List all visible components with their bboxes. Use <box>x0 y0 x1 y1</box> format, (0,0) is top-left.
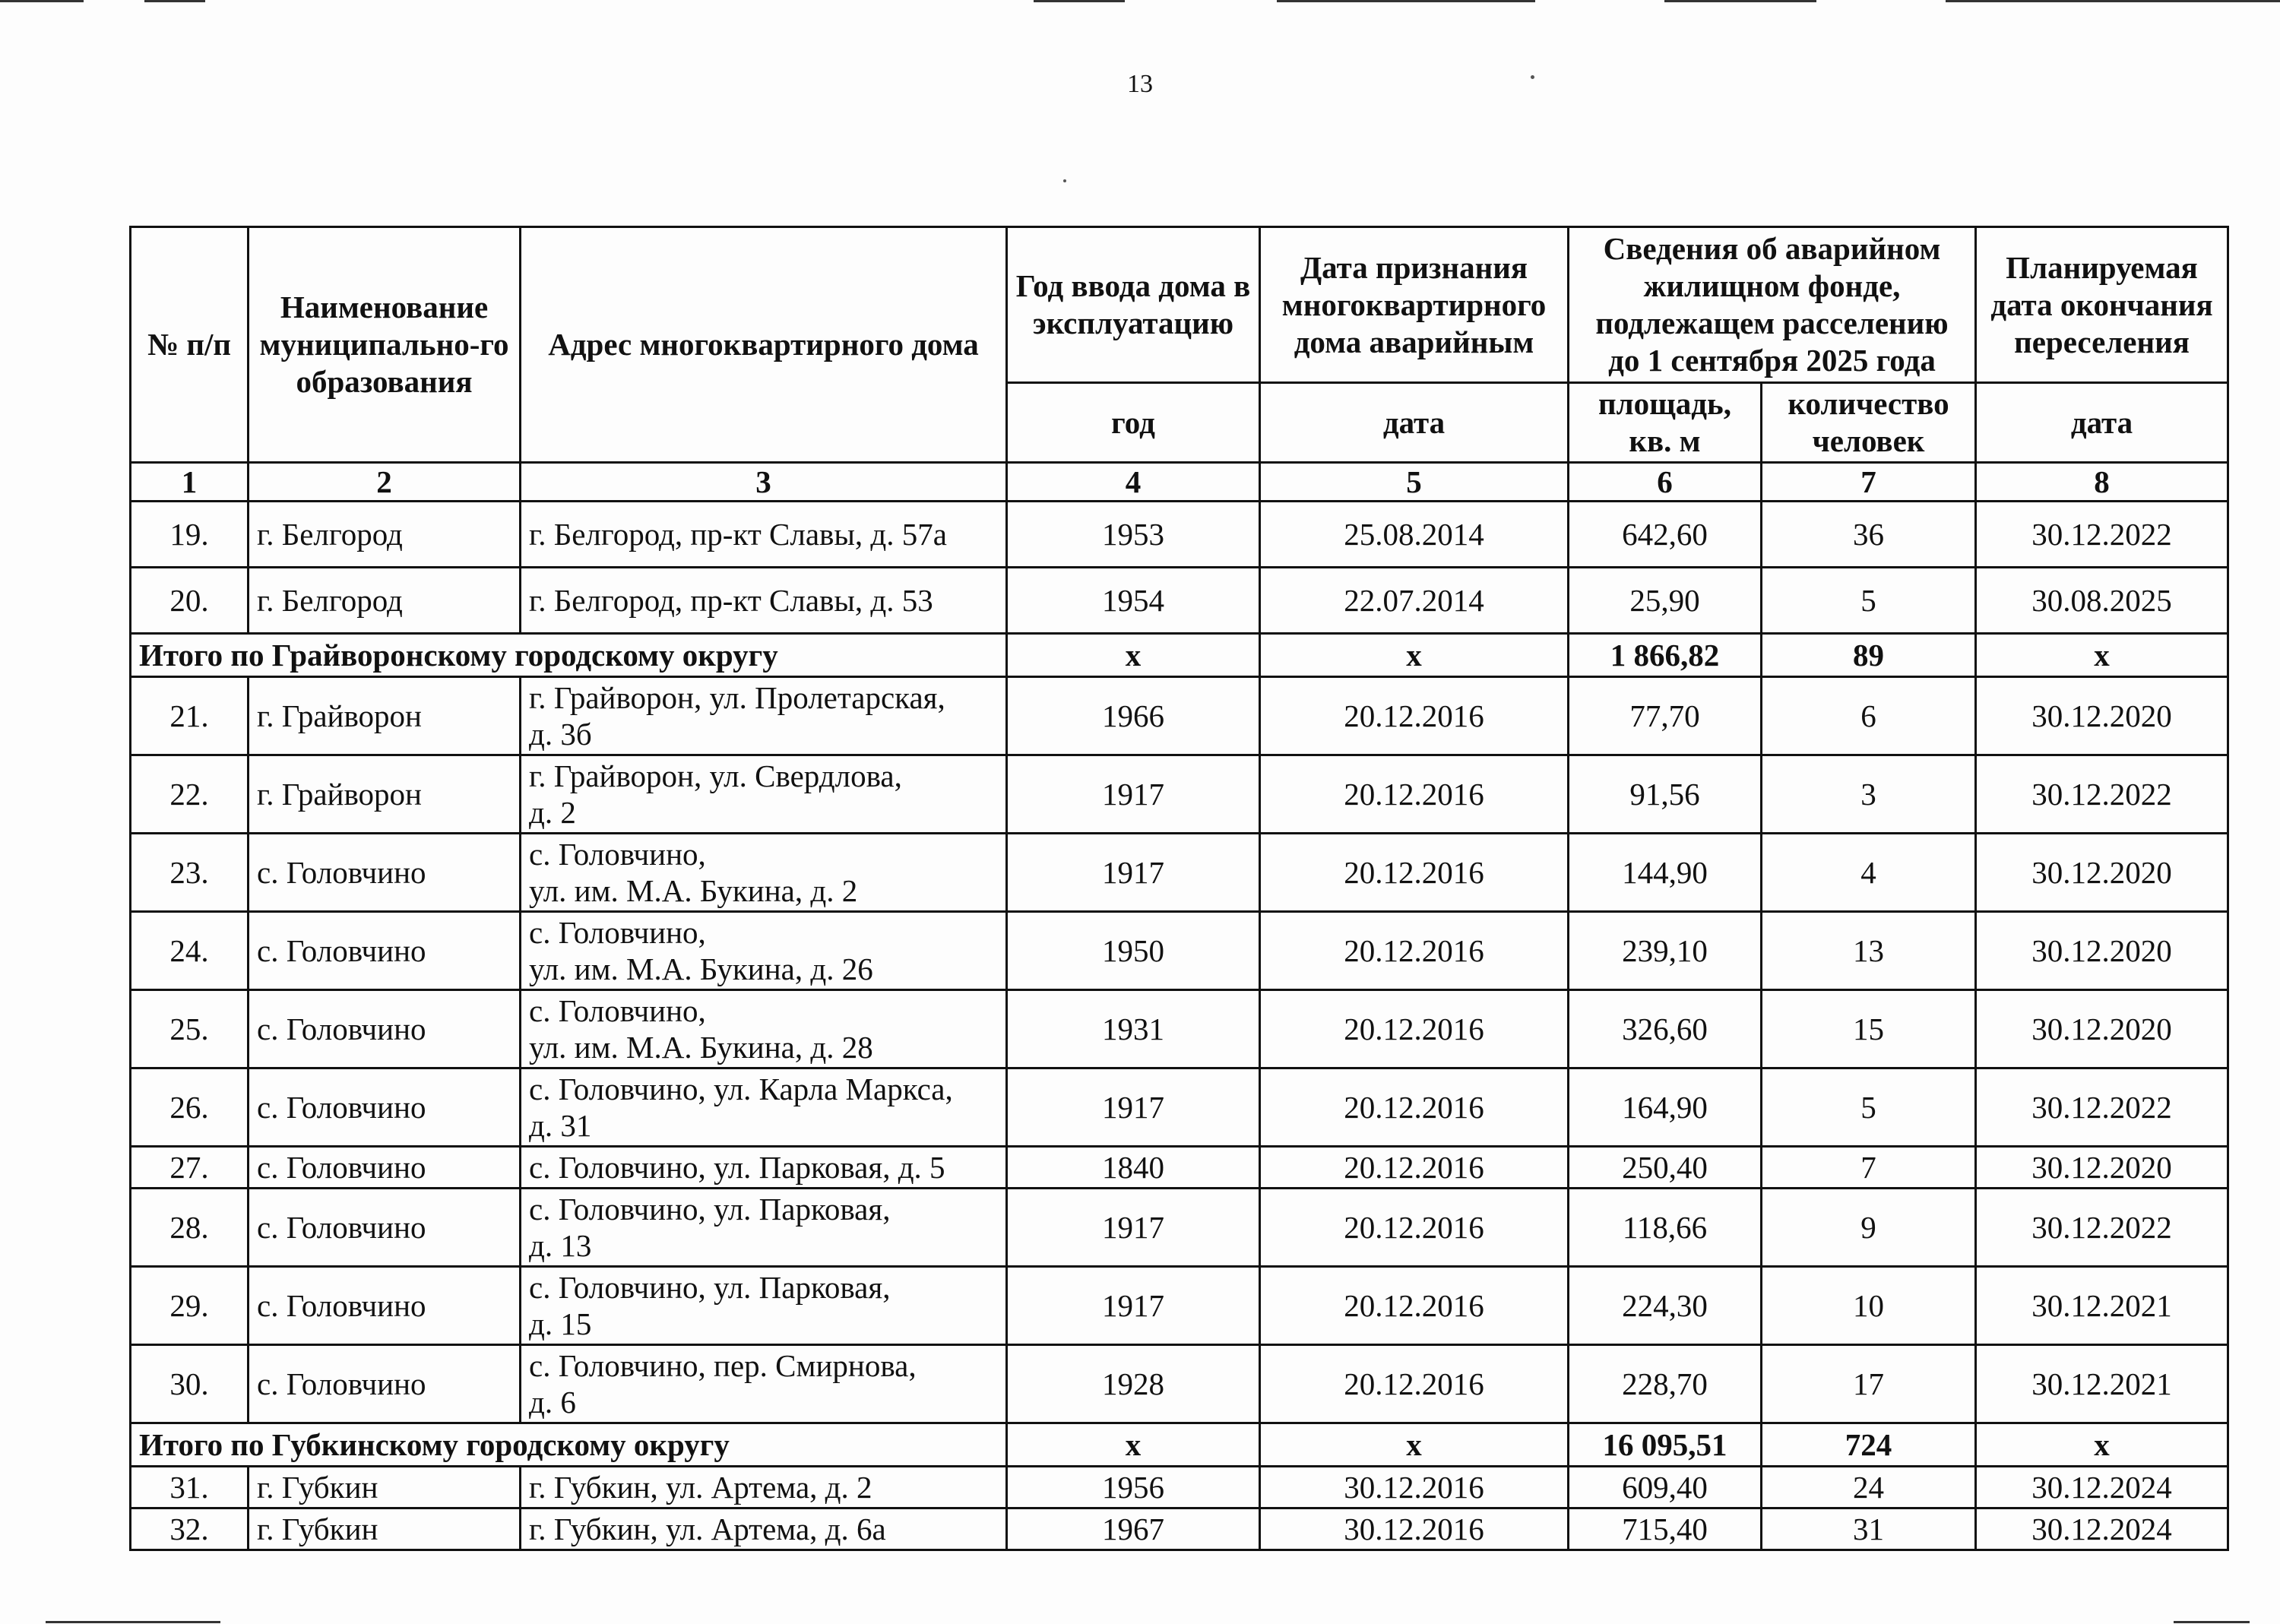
people-cell: 9 <box>1762 1189 1976 1267</box>
total-label: Итого по Губкинскому городскому округу <box>131 1423 1007 1467</box>
year-cell: 1953 <box>1007 502 1260 568</box>
address-cell: с. Головчино, ул. Парковая, д. 5 <box>521 1147 1007 1189</box>
address-cell: г. Грайворон, ул. Свердлова, д. 2 <box>521 755 1007 834</box>
table-row <box>131 834 2228 912</box>
address-cell: г. Губкин, ул. Артема, д. 2 <box>521 1467 1007 1508</box>
year-cell: 1956 <box>1007 1467 1260 1508</box>
date-cell: 20.12.2016 <box>1260 755 1569 834</box>
municipality-cell: г. Губкин <box>249 1508 521 1550</box>
plan-date-cell: 30.12.2020 <box>1976 1147 2228 1189</box>
date-cell: 20.12.2016 <box>1260 912 1569 990</box>
row-number: 28. <box>131 1189 249 1267</box>
row-number: 22. <box>131 755 249 834</box>
table-row <box>131 1189 2228 1267</box>
municipality-cell: с. Головчино <box>249 1068 521 1147</box>
area-cell: 77,70 <box>1569 677 1762 755</box>
scan-edge-top-3 <box>1034 0 1125 2</box>
area-cell: 642,60 <box>1569 502 1762 568</box>
total-label: Итого по Грайворонскому городскому округу <box>131 634 1007 677</box>
municipality-cell: с. Головчино <box>249 990 521 1068</box>
row-number: 24. <box>131 912 249 990</box>
row-number: 21. <box>131 677 249 755</box>
column-number: 2 <box>249 463 521 502</box>
date-cell: 20.12.2016 <box>1260 1147 1569 1189</box>
municipality-cell: г. Белгород <box>249 502 521 568</box>
people-cell: 5 <box>1762 568 1976 634</box>
scan-edge-top-1 <box>0 0 84 2</box>
row-number: 25. <box>131 990 249 1068</box>
year-cell: 1967 <box>1007 1508 1260 1550</box>
row-number: 27. <box>131 1147 249 1189</box>
address-cell: с. Головчино, ул. им. М.А. Букина, д. 2 <box>521 834 1007 912</box>
date-cell: 20.12.2016 <box>1260 1068 1569 1147</box>
plan-date-cell: 30.12.2022 <box>1976 755 2228 834</box>
subheader-date: дата <box>1260 383 1569 463</box>
scan-edge-top-5 <box>1664 0 1816 2</box>
total-date: х <box>1260 634 1569 677</box>
page-number: 13 <box>1127 70 1153 98</box>
scan-edge-top-6 <box>1946 0 2280 2</box>
area-cell: 144,90 <box>1569 834 1762 912</box>
plan-date-cell: 30.12.2020 <box>1976 990 2228 1068</box>
table-row <box>131 1467 2228 1508</box>
scan-edge-bottom-2 <box>2174 1621 2250 1623</box>
plan-date-cell: 30.12.2020 <box>1976 834 2228 912</box>
table-row <box>131 912 2228 990</box>
year-cell: 1840 <box>1007 1147 1260 1189</box>
row-number: 19. <box>131 502 249 568</box>
plan-date-cell: 30.12.2020 <box>1976 677 2228 755</box>
header-plan-group: Планируемая дата окончания переселения <box>1976 227 2228 383</box>
date-cell: 30.12.2016 <box>1260 1508 1569 1550</box>
column-number: 3 <box>521 463 1007 502</box>
area-cell: 609,40 <box>1569 1467 1762 1508</box>
table-row <box>131 1345 2228 1423</box>
column-number: 7 <box>1762 463 1976 502</box>
column-number: 4 <box>1007 463 1260 502</box>
subheader-plan-date: дата <box>1976 383 2228 463</box>
date-cell: 20.12.2016 <box>1260 1345 1569 1423</box>
area-cell: 239,10 <box>1569 912 1762 990</box>
municipality-cell: г. Губкин <box>249 1467 521 1508</box>
year-cell: 1917 <box>1007 755 1260 834</box>
plan-date-cell: 30.08.2025 <box>1976 568 2228 634</box>
total-row <box>131 1423 2228 1467</box>
header-num: № п/п <box>131 227 249 463</box>
address-cell: с. Головчино, ул. Парковая, д. 15 <box>521 1267 1007 1345</box>
municipality-cell: г. Грайворон <box>249 755 521 834</box>
people-cell: 6 <box>1762 677 1976 755</box>
header-municipality: Наименование муниципально-го образования <box>249 227 521 463</box>
table-row <box>131 1267 2228 1345</box>
total-people: 724 <box>1762 1423 1976 1467</box>
people-cell: 5 <box>1762 1068 1976 1147</box>
row-number: 32. <box>131 1508 249 1550</box>
plan-date-cell: 30.12.2022 <box>1976 1068 2228 1147</box>
date-cell: 30.12.2016 <box>1260 1467 1569 1508</box>
column-number: 1 <box>131 463 249 502</box>
date-cell: 20.12.2016 <box>1260 1189 1569 1267</box>
year-cell: 1917 <box>1007 1267 1260 1345</box>
row-number: 20. <box>131 568 249 634</box>
scan-edge-top-4 <box>1277 0 1535 2</box>
table-row <box>131 755 2228 834</box>
header-info-group: Сведения об аварийном жилищном фонде, подлежащем расселению до 1 сентября 2025 года <box>1569 227 1976 383</box>
table-row <box>131 1147 2228 1189</box>
address-cell: с. Головчино, ул. Карла Маркса, д. 31 <box>521 1068 1007 1147</box>
scan-edge-top-2 <box>144 0 205 2</box>
table-row <box>131 502 2228 568</box>
row-number: 23. <box>131 834 249 912</box>
row-number: 30. <box>131 1345 249 1423</box>
people-cell: 10 <box>1762 1267 1976 1345</box>
total-people: 89 <box>1762 634 1976 677</box>
people-cell: 4 <box>1762 834 1976 912</box>
plan-date-cell: 30.12.2024 <box>1976 1467 2228 1508</box>
municipality-cell: г. Грайворон <box>249 677 521 755</box>
address-cell: г. Белгород, пр-кт Славы, д. 53 <box>521 568 1007 634</box>
people-cell: 3 <box>1762 755 1976 834</box>
people-cell: 15 <box>1762 990 1976 1068</box>
municipality-cell: с. Головчино <box>249 834 521 912</box>
total-year: х <box>1007 1423 1260 1467</box>
plan-date-cell: 30.12.2022 <box>1976 502 2228 568</box>
address-cell: с. Головчино, ул. Парковая, д. 13 <box>521 1189 1007 1267</box>
municipality-cell: с. Головчино <box>249 1189 521 1267</box>
column-number: 8 <box>1976 463 2228 502</box>
date-cell: 25.08.2014 <box>1260 502 1569 568</box>
header-address: Адрес многоквартирного дома <box>521 227 1007 463</box>
people-cell: 13 <box>1762 912 1976 990</box>
row-number: 29. <box>131 1267 249 1345</box>
year-cell: 1917 <box>1007 834 1260 912</box>
municipality-cell: с. Головчино <box>249 1267 521 1345</box>
table-row <box>131 990 2228 1068</box>
header-row <box>131 227 2228 383</box>
date-cell: 22.07.2014 <box>1260 568 1569 634</box>
year-cell: 1954 <box>1007 568 1260 634</box>
row-number: 26. <box>131 1068 249 1147</box>
table-row <box>131 1508 2228 1550</box>
year-cell: 1928 <box>1007 1345 1260 1423</box>
subheader-year: год <box>1007 383 1260 463</box>
header-year-group: Год ввода дома в эксплуатацию <box>1007 227 1260 383</box>
plan-date-cell: 30.12.2022 <box>1976 1189 2228 1267</box>
row-number: 31. <box>131 1467 249 1508</box>
address-cell: г. Губкин, ул. Артема, д. 6а <box>521 1508 1007 1550</box>
date-cell: 20.12.2016 <box>1260 990 1569 1068</box>
area-cell: 715,40 <box>1569 1508 1762 1550</box>
date-cell: 20.12.2016 <box>1260 834 1569 912</box>
address-cell: г. Грайворон, ул. Пролетарская, д. 3б <box>521 677 1007 755</box>
date-cell: 20.12.2016 <box>1260 677 1569 755</box>
municipality-cell: г. Белгород <box>249 568 521 634</box>
people-cell: 24 <box>1762 1467 1976 1508</box>
year-cell: 1917 <box>1007 1189 1260 1267</box>
date-cell: 20.12.2016 <box>1260 1267 1569 1345</box>
table-row <box>131 1068 2228 1147</box>
address-cell: с. Головчино, пер. Смирнова, д. 6 <box>521 1345 1007 1423</box>
total-area: 16 095,51 <box>1569 1423 1762 1467</box>
area-cell: 228,70 <box>1569 1345 1762 1423</box>
scan-edge-bottom-1 <box>46 1621 220 1623</box>
address-cell: г. Белгород, пр-кт Славы, д. 57а <box>521 502 1007 568</box>
plan-date-cell: 30.12.2020 <box>1976 912 2228 990</box>
people-cell: 36 <box>1762 502 1976 568</box>
total-year: х <box>1007 634 1260 677</box>
address-cell: с. Головчино, ул. им. М.А. Букина, д. 26 <box>521 912 1007 990</box>
total-area: 1 866,82 <box>1569 634 1762 677</box>
municipality-cell: с. Головчино <box>249 912 521 990</box>
emergency-housing-table <box>129 226 2229 1551</box>
total-plan-date: х <box>1976 634 2228 677</box>
area-cell: 224,30 <box>1569 1267 1762 1345</box>
municipality-cell: с. Головчино <box>249 1147 521 1189</box>
year-cell: 1917 <box>1007 1068 1260 1147</box>
total-plan-date: х <box>1976 1423 2228 1467</box>
address-cell: с. Головчино, ул. им. М.А. Букина, д. 28 <box>521 990 1007 1068</box>
area-cell: 164,90 <box>1569 1068 1762 1147</box>
people-cell: 31 <box>1762 1508 1976 1550</box>
subheader-area: площадь, кв. м <box>1569 383 1762 463</box>
table-row <box>131 568 2228 634</box>
area-cell: 91,56 <box>1569 755 1762 834</box>
municipality-cell: с. Головчино <box>249 1345 521 1423</box>
year-cell: 1931 <box>1007 990 1260 1068</box>
header-date-group: Дата признания многоквартирного дома аварийным <box>1260 227 1569 383</box>
people-cell: 17 <box>1762 1345 1976 1423</box>
column-number-row <box>131 463 2228 502</box>
scan-speck <box>1063 179 1066 182</box>
year-cell: 1950 <box>1007 912 1260 990</box>
area-cell: 25,90 <box>1569 568 1762 634</box>
total-date: х <box>1260 1423 1569 1467</box>
total-row <box>131 634 2228 677</box>
people-cell: 7 <box>1762 1147 1976 1189</box>
column-number: 6 <box>1569 463 1762 502</box>
plan-date-cell: 30.12.2024 <box>1976 1508 2228 1550</box>
area-cell: 118,66 <box>1569 1189 1762 1267</box>
year-cell: 1966 <box>1007 677 1260 755</box>
column-number: 5 <box>1260 463 1569 502</box>
plan-date-cell: 30.12.2021 <box>1976 1345 2228 1423</box>
table-row <box>131 677 2228 755</box>
subheader-people: количество человек <box>1762 383 1976 463</box>
area-cell: 250,40 <box>1569 1147 1762 1189</box>
area-cell: 326,60 <box>1569 990 1762 1068</box>
plan-date-cell: 30.12.2021 <box>1976 1267 2228 1345</box>
